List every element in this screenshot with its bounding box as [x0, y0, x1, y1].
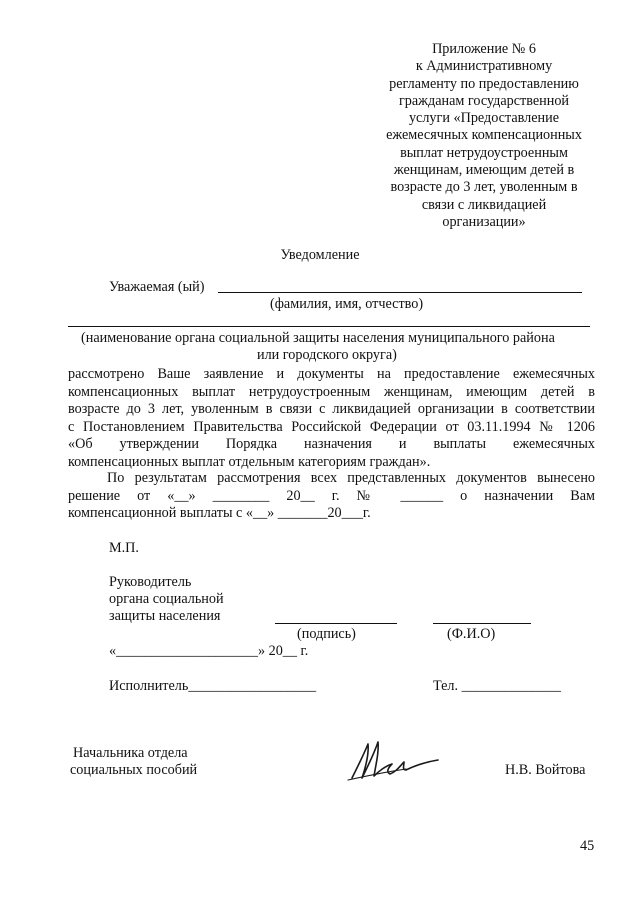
appendix-line: Приложение № 6 — [432, 41, 536, 57]
fio-line — [433, 623, 531, 624]
decision-paragraph — [68, 470, 595, 523]
appendix-line: ежемесячных компенсационных — [386, 127, 582, 144]
paragraph-line: «Об утверждении Порядка назначения и выплаты ежемесячных — [68, 436, 595, 452]
paragraph-line: компенсационной выплаты с «__» _______20___г. — [68, 505, 371, 521]
executor-line: Исполнитель__________________ — [109, 678, 317, 694]
recipient-name-caption: (фамилия, имя, отчество) — [270, 296, 424, 312]
signature-line — [275, 623, 397, 624]
paragraph-line: компенсационных выплат отдельным категориям граждан». — [68, 453, 431, 470]
paragraph-line: компенсационных выплат нетрудоустроенным женщинам, имеющим детей в — [68, 383, 595, 400]
head-title-line: Руководитель — [109, 574, 192, 590]
organ-name-line — [68, 326, 590, 327]
organ-caption-line: или городского округа) — [257, 347, 397, 363]
appendix-line: услуги «Предоставление — [408, 110, 560, 127]
organ-caption-line: (наименование органа социальной защиты населения муниципального района — [81, 330, 555, 346]
paragraph-line: с Постановлением Правительства Российской Федерации от 03.11.1994 № 1206 — [68, 418, 595, 435]
fio-caption: (Ф.И.О) — [447, 626, 496, 642]
handwritten-signature — [346, 736, 446, 786]
appendix-line: женщинам, имеющим детей в — [393, 162, 575, 179]
appendix-line: к Административному — [415, 58, 553, 75]
appendix-line: связи с ликвидацией — [421, 196, 547, 213]
head-title-line: органа социальной — [109, 591, 224, 607]
appendix-line: регламенту по предоставлению — [389, 75, 579, 92]
recipient-name-line — [218, 292, 582, 293]
approver-position: Начальника отдела — [73, 745, 188, 761]
appendix-line: гражданам государственной — [398, 92, 570, 109]
approver-name: Н.В. Войтова — [505, 762, 586, 778]
signature-caption: (подпись) — [297, 626, 356, 642]
approver-position: социальных пособий — [70, 762, 198, 778]
appendix-header — [368, 41, 600, 231]
document-title: Уведомление — [280, 247, 360, 263]
notice-paragraph — [68, 366, 595, 471]
paragraph-line: По результатам рассмотрения всех представленных документов вынесено — [107, 470, 595, 486]
date-line: «____________________» 20__ г. — [109, 643, 309, 659]
phone-line: Тел. ______________ — [433, 678, 561, 694]
head-title-line: защиты населения — [109, 608, 221, 624]
greeting-label: Уважаемая (ый) — [109, 279, 205, 295]
appendix-line: организации» — [442, 213, 526, 230]
page-number: 45 — [580, 838, 595, 854]
paragraph-line: возрасте до 3 лет, уволенным в связи с ликвидацией организации в соответствии — [68, 401, 595, 417]
paragraph-line: решение от «__» ________ 20__ г. № ______ о назначении Вам — [68, 487, 595, 504]
appendix-line: выплат нетрудоустроенным — [400, 144, 568, 161]
stamp-placeholder: М.П. — [109, 540, 139, 556]
appendix-line: возрасте до 3 лет, уволенным в — [390, 179, 578, 196]
paragraph-line: рассмотрено Ваше заявление и документы на предоставление ежемесячных — [68, 366, 595, 382]
